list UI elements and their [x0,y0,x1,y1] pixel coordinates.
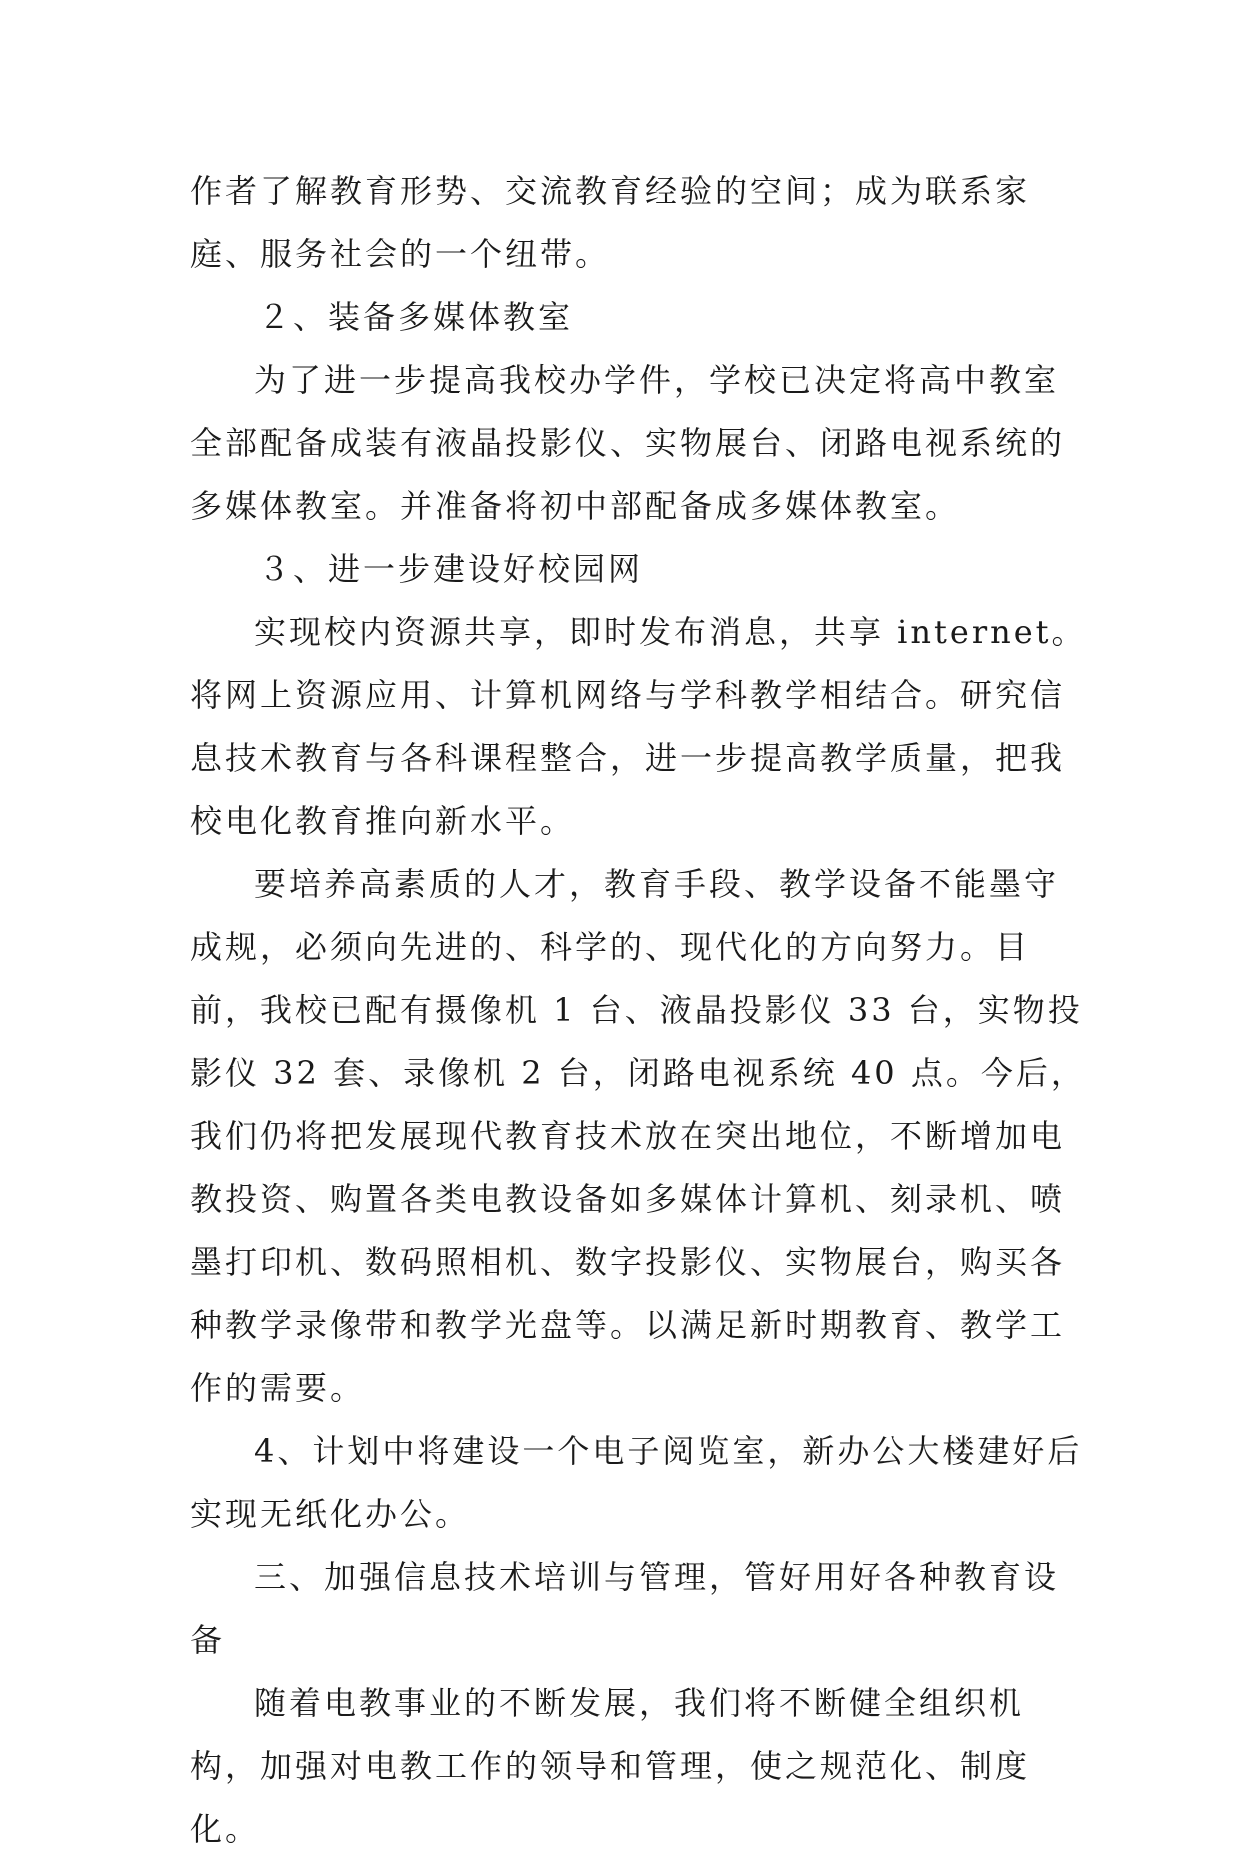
paragraph-equipment: 要培养高素质的人才，教育手段、教学设备不能墨守成规，必须向先进的、科学的、现代化的方向努力。目前，我校已配有摄像机 1 台、液晶投影仪 33 台，实物投影仪 32 套、录像机 2 台，闭路电视系统 40 点。今后，我们仍将把发展现代教育技术放在突出地位，不断增加电教投资、购置各类电教设备如多媒体计算机、刻录机、喷墨打印机、数码照相机、数字投影仪、实物展台，购买各种教学录像带和教学光盘等。以满足新时期教育、教学工作的需要。 [190,865,1086,1407]
paragraph-reading-room: 4、计划中将建设一个电子阅览室，新办公大楼建好后实现无纸化办公。 [190,1432,1083,1533]
paragraph-training-management: 随着电教事业的不断发展，我们将不断健全组织机构，加强对电教工作的领导和管理，使之规范化、制度化。 [190,1684,1031,1848]
paragraph-continuation: 作者了解教育形势、交流教育经验的空间；成为联系家庭、服务社会的一个纽带。 [190,172,1031,273]
section-heading-campus-network: ３、进一步建设好校园网 [258,550,644,588]
paragraph-campus-network: 实现校内资源共享，即时发布消息，共享 internet。将网上资源应用、计算机网络与学科教学相结合。研究信息技术教育与各科课程整合，进一步提高教学质量，把我校电化教育推向新水平。 [190,613,1087,840]
section-heading-training-management: 三、加强信息技术培训与管理，管好用好各种教育设备 [190,1558,1060,1659]
section-heading-multimedia-classroom: ２、装备多媒体教室 [258,298,574,336]
paragraph-multimedia-classroom: 为了进一步提高我校办学件，学校已决定将高中教室全部配备成装有液晶投影仪、实物展台、闭路电视系统的多媒体教室。并准备将初中部配备成多媒体教室。 [190,361,1066,525]
document-body [190,160,1090,1861]
